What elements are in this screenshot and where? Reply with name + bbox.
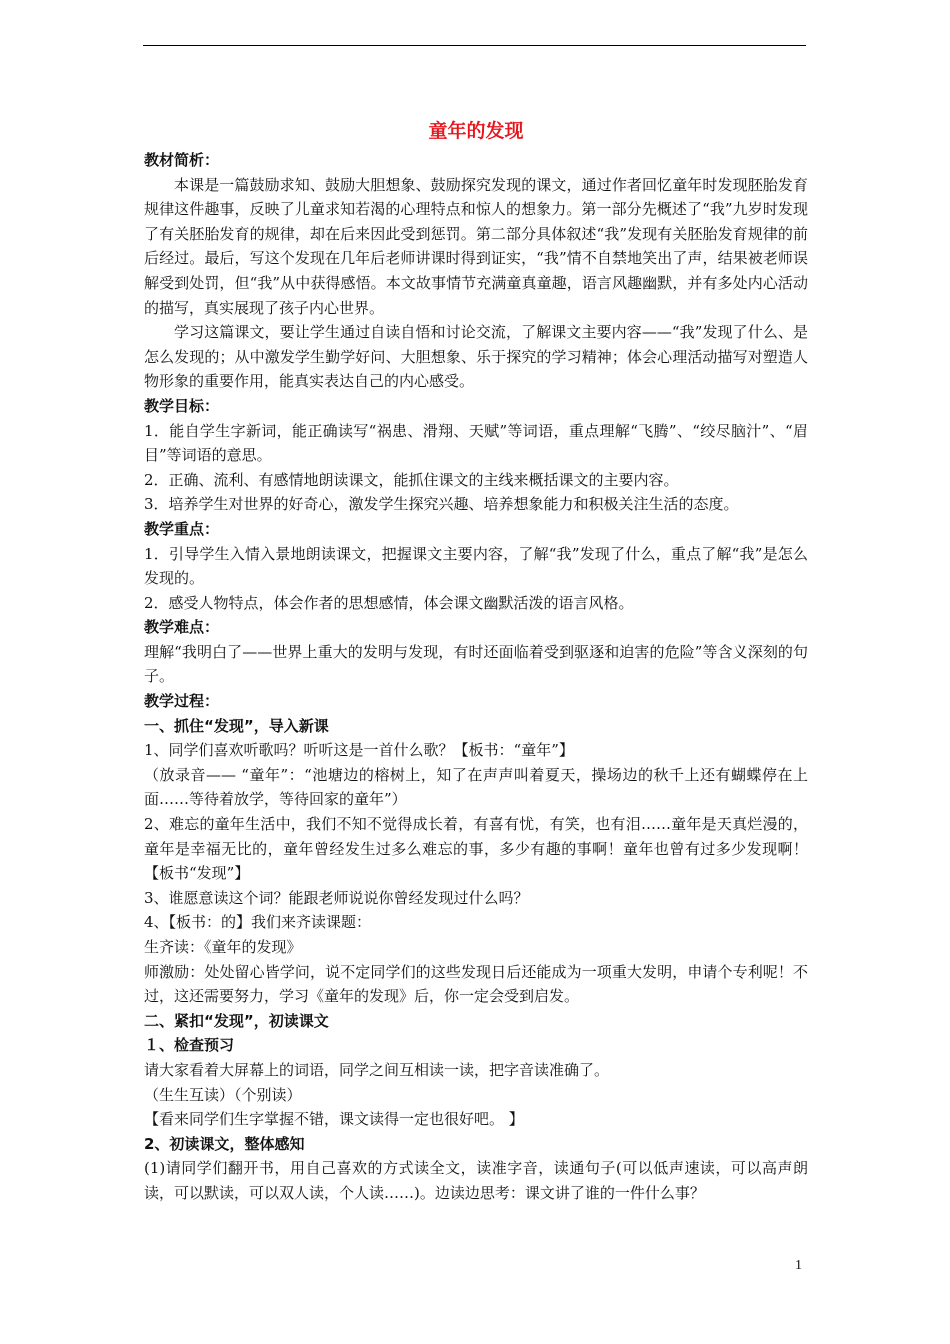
section-heading: 教学过程： <box>144 692 220 711</box>
section-heading: 教材简析： <box>144 151 220 169</box>
list-item: 1．引导学生入情入景地朗读课文，把握课文主要内容，了解“我”发现了什么，重点了解“我”是怎么发现的。 <box>144 544 808 588</box>
list-item: 2．正确、流利、有感情地朗读课文，能抓住课文的主线来概括课文的主要内容。 <box>144 470 679 489</box>
document-title: 童年的发现 <box>428 120 524 142</box>
document-body <box>144 118 808 1206</box>
paragraph: (1)请同学们翻开书，用自己喜欢的方式读全文，读准字音，读通句子(可以低声速读，可以高声朗读，可以默读，可以双人读，个人读……)。边读边思考：课文讲了谁的一件什么事？ <box>144 1159 808 1202</box>
paragraph: 生齐读：《童年的发现》 <box>144 938 302 956</box>
paragraph: （生生互读）（个别读） <box>144 1085 302 1104</box>
subsection-heading: 2、初读课文，整体感知 <box>144 1134 305 1153</box>
list-item: 2、难忘的童年生活中，我们不知不觉得成长着，有喜有忧，有笑，也有泪……童年是天真烂漫的，童年是幸福无比的，童年曾经发生过多么难忘的事，多少有趣的事啊！童年也曾有过多少发现啊！【板书“发现”】 <box>144 815 808 883</box>
list-item: 4、【板书：的】我们来齐读课题： <box>144 913 372 932</box>
section-heading: 教学目标： <box>144 396 220 415</box>
paragraph: 理解“我明白了——世界上重大的发明与发现，有时还面临着受到驱逐和迫害的危险”等含义深刻的句子。 <box>144 642 808 686</box>
section-heading: 教学难点： <box>144 618 220 637</box>
header-rule <box>143 45 806 46</box>
subsection-heading: 一、抓住“发现”，导入新课 <box>144 716 329 735</box>
paragraph: 【看来同学们生字掌握不错，课文读得一定也很好吧。 】 <box>144 1110 524 1129</box>
page-number: 1 <box>795 1258 802 1273</box>
list-item: 3、谁愿意读这个词？能跟老师说说你曾经发现过什么吗？ <box>144 888 529 907</box>
subsection-heading: 二、紧扣“发现”，初读课文 <box>144 1011 329 1030</box>
paragraph: （放录音—— “童年”：“池塘边的榕树上，知了在声声叫着夏天，操场边的秋千上还有蝴蝶停在上面……等待着放学，等待回家的童年”） <box>144 765 808 809</box>
section-heading: 教学重点： <box>144 519 220 538</box>
paragraph: 学习这篇课文，要让学生通过自读自悟和讨论交流，了解课文主要内容——“我”发现了什么、是怎么发现的；从中激发学生勤学好问、大胆想象、乐于探究的学习精神；体会心理活动描写对塑造人物形象的重要作用，能真实表达自己的内心感受。 <box>144 323 808 391</box>
subsection-heading: １、检查预习 <box>144 1036 235 1055</box>
list-item: 1、同学们喜欢听歌吗？听听这是一首什么歌？【板书：“童年”】 <box>144 741 574 760</box>
list-item: 2．感受人物特点，体会作者的思想感情，体会课文幽默活泼的语言风格。 <box>144 593 634 612</box>
list-item: 3．培养学生对世界的好奇心，激发学生探究兴趣、培养想象能力和积极关注生活的态度。 <box>144 495 739 514</box>
list-item: 1．能自学生字新词，能正确读写“祸患、滑翔、天赋”等词语，重点理解“飞腾”、“绞尽脑汁”、“眉目”等词语的意思。 <box>144 421 808 465</box>
paragraph: 请大家看着大屏幕上的词语，同学之间互相读一读，把字音读准确了。 <box>144 1060 610 1079</box>
paragraph: 本课是一篇鼓励求知、鼓励大胆想象、鼓励探究发现的课文，通过作者回忆童年时发现胚胎发育规律这件趣事，反映了儿童求知若渴的心理特点和惊人的想象力。第一部分先概述了“我”九岁时发现了有关胚胎发育的规律，却在后来因此受到惩罚。第二部分具体叙述“我”发现有关胚胎发育规律的前后经过。最后，写这个发现在几年后老师讲课时得到证实，“我”情不自禁地笑出了声，结果被老师误解受到处罚，但“我”从中获得感悟。本文故事情节充满童真童趣，语言风趣幽默，并有多处内心活动的描写，真实展现了孩子内心世界。 <box>144 175 808 317</box>
paragraph: 师激励：处处留心皆学问，说不定同学们的这些发现日后还能成为一项重大发明，申请个专利呢！不过，这还需要努力，学习《童年的发现》后，你一定会受到启发。 <box>144 962 808 1006</box>
